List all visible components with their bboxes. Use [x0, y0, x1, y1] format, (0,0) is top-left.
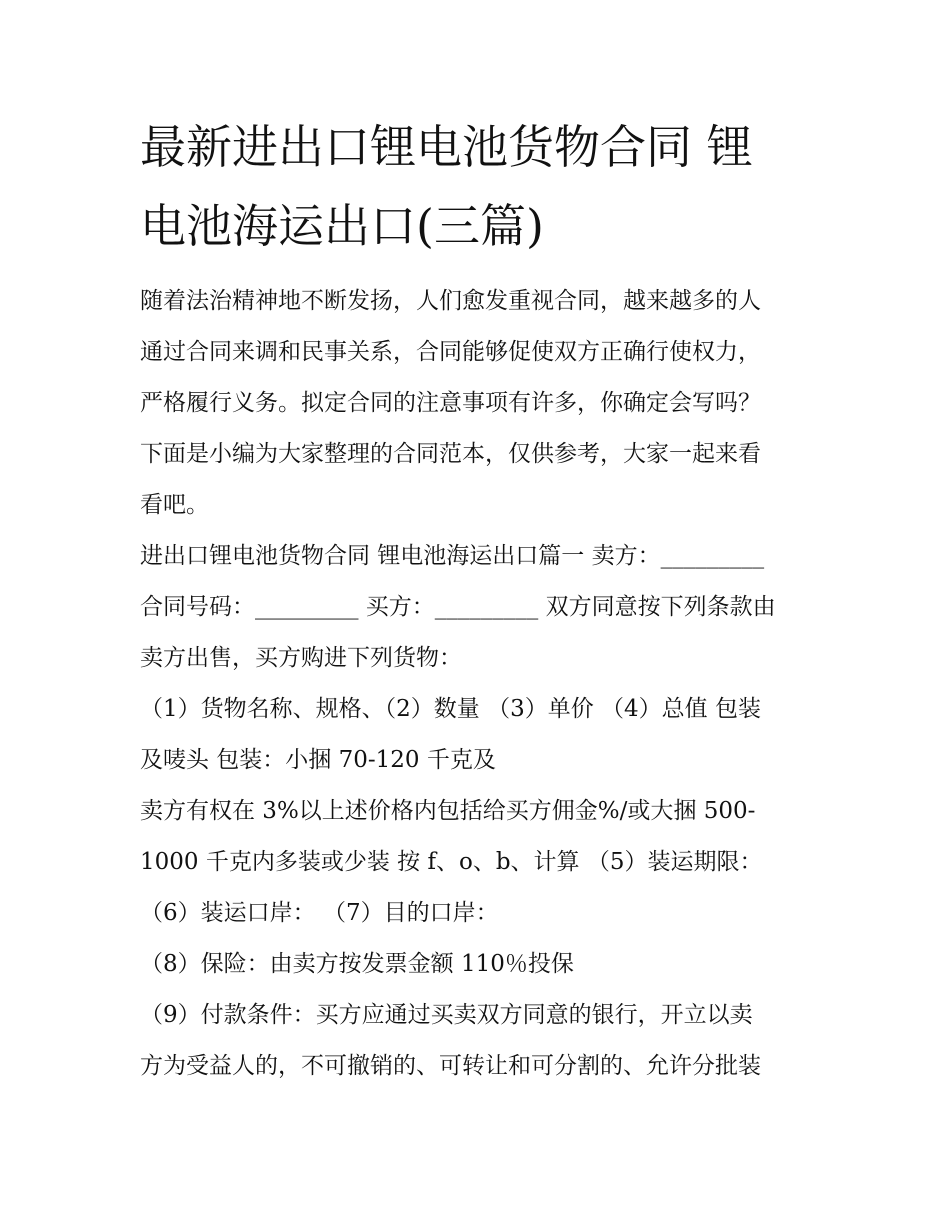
body-line: 随着法治精神地不断发扬，人们愈发重视合同，越来越多的人	[140, 288, 761, 314]
body-line: 进出口锂电池货物合同 锂电池海运出口篇一 卖方：_________	[140, 543, 765, 569]
body-line: （6）装运口岸： （7）目的口岸：	[140, 900, 499, 926]
body-line: 1000 千克内多装或少装 按 f、o、b、计算 （5）装运期限：	[140, 849, 763, 875]
body-line: 下面是小编为大家整理的合同范本，仅供参考，大家一起来看	[140, 441, 761, 467]
body-line: （9）付款条件：买方应通过买卖双方同意的银行，开立以卖	[140, 1002, 753, 1028]
body-line: 卖方有权在 3%以上述价格内包括给买方佣金%/或大捆 500-	[140, 798, 756, 824]
body-line: 方为受益人的，不可撤销的、可转让和可分割的、允许分批装	[140, 1053, 761, 1079]
body-line: 严格履行义务。拟定合同的注意事项有许多，你确定会写吗？	[140, 390, 761, 416]
document-title-line-1: 最新进出口锂电池货物合同 锂	[140, 120, 753, 174]
body-line: （1）货物名称、规格、（2）数量 （3）单价 （4）总值 包装	[140, 696, 761, 722]
document-title-line-2: 电池海运出口(三篇)	[140, 199, 544, 253]
body-line: 及唛头 包装：小捆 70-120 千克及	[140, 747, 496, 773]
body-line: 看吧。	[140, 492, 209, 518]
body-line: 卖方出售，买方购进下列货物：	[140, 645, 462, 671]
body-line: （8）保险：由卖方按发票金额 110％投保	[140, 951, 574, 977]
body-line: 合同号码：_________ 买方：_________ 双方同意按下列条款由	[140, 594, 776, 620]
body-line: 通过合同来调和民事关系，合同能够促使双方正确行使权力，	[140, 339, 761, 365]
